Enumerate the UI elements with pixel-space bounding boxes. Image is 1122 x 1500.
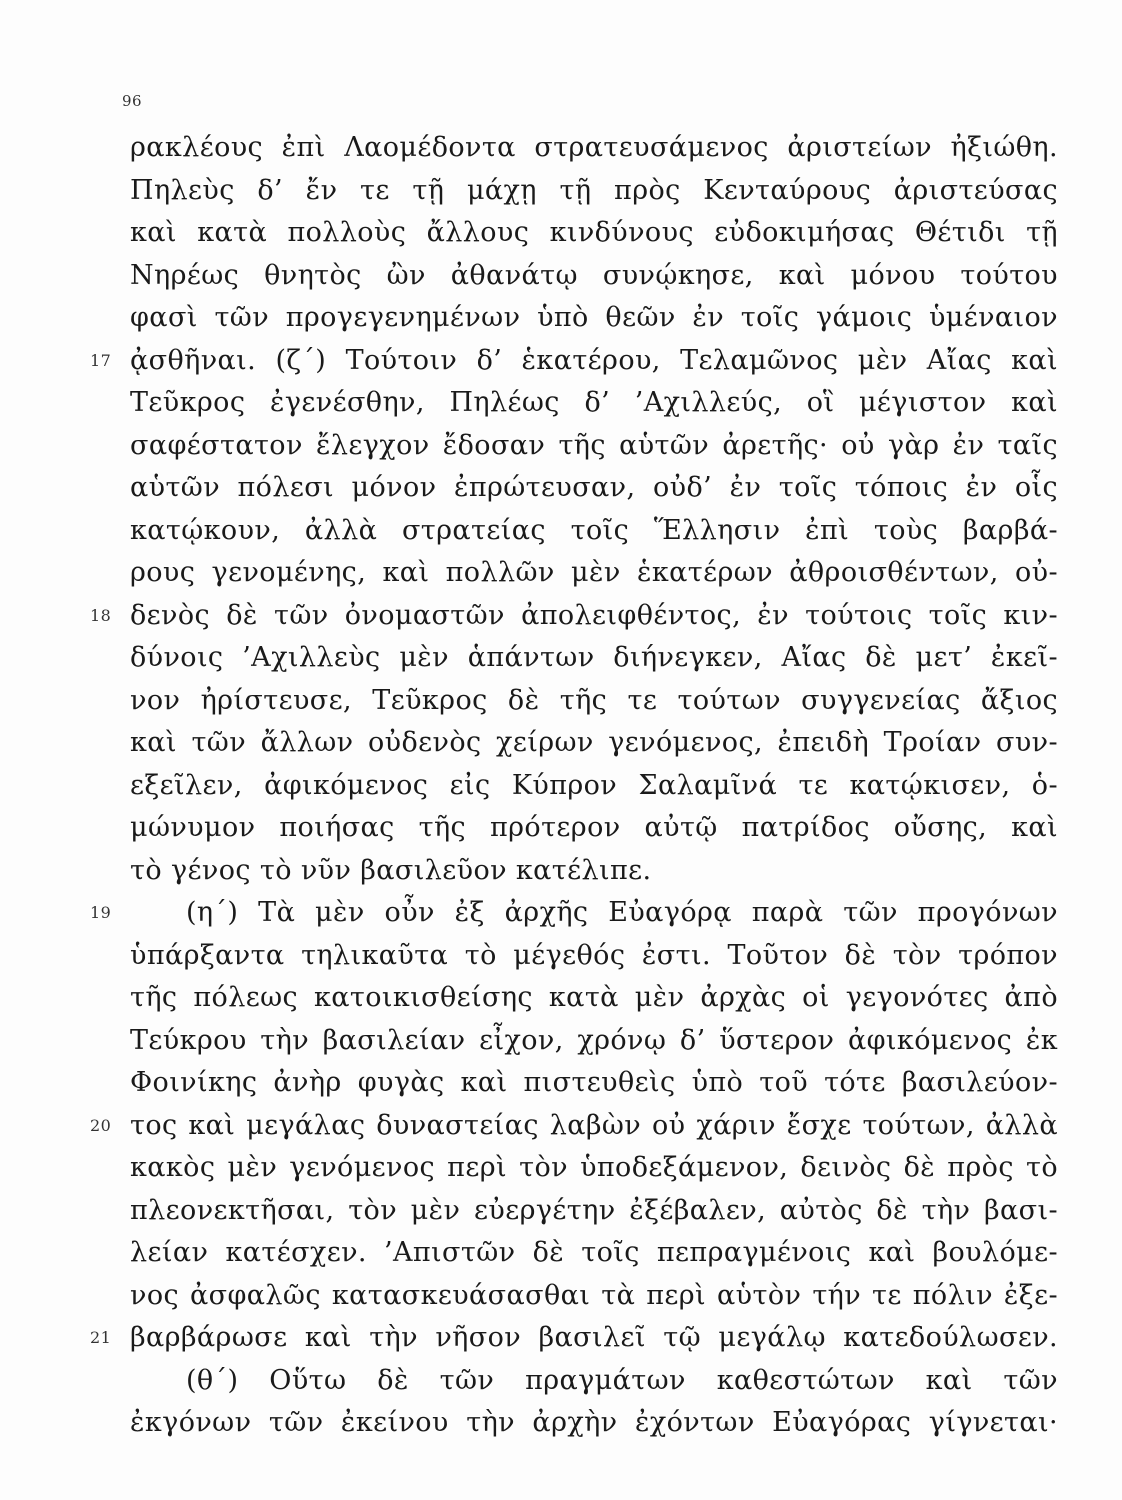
text-line	[130, 637, 1058, 680]
line-text: ρους γενομένης, καὶ πολλῶν μὲν ἑκατέρων ἀθροισθέντων, οὐ-	[130, 557, 1058, 588]
line-text: καὶ τῶν ἄλλων οὐδενὸς χείρων γενόμενος, ἐπειδὴ Τροίαν συν-	[130, 727, 1058, 758]
line-text: ᾀσθῆναι. (ζ΄) Τούτοιν δ’ ἑκατέρου, Τελαμῶνος μὲν Αἴας καὶ	[130, 344, 1058, 376]
line-text: τὸ γένος τὸ νῦν βασιλεῦον κατέλιπε.	[130, 854, 652, 886]
text-line	[90, 1317, 1058, 1360]
text-line	[130, 467, 1058, 510]
line-text: ὑπάρξαντα τηλικαῦτα τὸ μέγεθός ἐστι. Τοῦτον δὲ τὸν τρόπον	[130, 939, 1058, 971]
line-text: φασὶ τῶν προγεγενημένων ὑπὸ θεῶν ἐν τοῖς γάμοις ὑμέναιον	[130, 302, 1058, 333]
text-line	[130, 382, 1058, 425]
line-text: λείαν κατέσχεν. ’Απιστῶν δὲ τοῖς πεπραγμένοις καὶ βουλόμε-	[130, 1237, 1058, 1268]
line-text: τος καὶ μεγάλας δυναστείας λαβὼν οὐ χάριν ἔσχε τούτων, ἀλλὰ	[130, 1109, 1058, 1141]
section-number: 20	[90, 1115, 112, 1135]
page-number: 96	[122, 92, 143, 110]
text-line	[130, 1232, 1058, 1275]
line-text: Τεύκρου τὴν βασιλείαν εἶχον, χρόνῳ δ’ ὕστερον ἀφικόμενος ἐκ	[130, 1024, 1058, 1056]
line-text: (η΄) Τὰ μὲν οὖν ἐξ ἀρχῆς Εὐαγόρᾳ παρὰ τῶν προγόνων	[186, 897, 1058, 928]
line-text: Νηρέως θνητὸς ὢν ἀθανάτῳ συνῴκησε, καὶ μόνου τούτου	[130, 259, 1058, 291]
line-text: πλεονεκτῆσαι, τὸν μὲν εὐεργέτην ἐξέβαλεν, αὐτὸς δὲ τὴν βασι-	[130, 1194, 1058, 1226]
line-text: σαφέστατον ἔλεγχον ἔδοσαν τῆς αὑτῶν ἀρετῆς· οὐ γὰρ ἐν ταῖς	[130, 429, 1058, 461]
text-line	[130, 127, 1058, 170]
text-line	[90, 892, 1058, 935]
text-line	[130, 255, 1058, 298]
text-line	[90, 1105, 1058, 1148]
text-line	[130, 425, 1058, 468]
text-line	[130, 212, 1058, 255]
text-line	[90, 595, 1058, 638]
line-text: Φοινίκης ἀνὴρ φυγὰς καὶ πιστευθεὶς ὑπὸ τοῦ τότε βασιλεύον-	[130, 1067, 1058, 1098]
section-number: 17	[90, 350, 112, 370]
section-number: 21	[90, 1328, 112, 1347]
line-text: (θ΄) Οὕτω δὲ τῶν πραγμάτων καθεστώτων καὶ τῶν	[186, 1364, 1058, 1396]
text-line	[130, 1190, 1058, 1233]
line-text: δενὸς δὲ τῶν ὀνομαστῶν ἀπολειφθέντος, ἐν τούτοις τοῖς κιν-	[130, 599, 1058, 631]
line-text: αὑτῶν πόλεσι μόνον ἐπρώτευσαν, οὐδ’ ἐν τοῖς τόποις ἐν οἷς	[130, 472, 1058, 503]
text-body	[90, 127, 1058, 1445]
text-line	[130, 297, 1058, 340]
text-line	[130, 807, 1058, 850]
text-line	[130, 1147, 1058, 1190]
line-text: τῆς πόλεως κατοικισθείσης κατὰ μὲν ἀρχὰς οἱ γεγονότες ἀπὸ	[130, 982, 1058, 1013]
line-text: ρακλέους ἐπὶ Λαομέδοντα στρατευσάμενος ἀριστείων ἠξιώθη.	[130, 132, 1058, 163]
text-line	[130, 1020, 1058, 1063]
text-line	[130, 1275, 1058, 1318]
line-text: ἐκγόνων τῶν ἐκείνου τὴν ἀρχὴν ἐχόντων Εὐαγόρας γίγνεται·	[130, 1407, 1058, 1438]
line-text: δύνοις ’Αχιλλεὺς μὲν ἁπάντων διήνεγκεν, Αἴας δὲ μετ’ ἐκεῖ-	[130, 642, 1058, 673]
line-text: Πηλεὺς δ’ ἔν τε τῇ μάχῃ τῇ πρὸς Κενταύρους ἀριστεύσας	[130, 174, 1058, 206]
line-text: Τεῦκρος ἐγενέσθην, Πηλέως δ’ ’Αχιλλεύς, οἳ μέγιστον καὶ	[130, 387, 1058, 418]
text-line	[130, 510, 1058, 553]
text-line	[130, 1402, 1058, 1445]
line-text: κακὸς μὲν γενόμενος περὶ τὸν ὑποδεξάμενον, δεινὸς δὲ πρὸς τὸ	[130, 1152, 1058, 1183]
line-text: βαρβάρωσε καὶ τὴν νῆσον βασιλεῖ τῷ μεγάλῳ κατεδούλωσεν.	[130, 1322, 1058, 1353]
text-line	[130, 1360, 1058, 1403]
text-line	[130, 1062, 1058, 1105]
line-text: νος ἀσφαλῶς κατασκευάσασθαι τὰ περὶ αὑτὸν τήν τε πόλιν ἐξε-	[130, 1279, 1058, 1311]
text-line	[90, 340, 1058, 383]
text-line	[130, 170, 1058, 213]
text-line	[130, 850, 1058, 893]
text-line	[130, 765, 1058, 808]
line-text: κατῴκουν, ἀλλὰ στρατείας τοῖς Ἕλλησιν ἐπὶ τοὺς βαρβά-	[130, 514, 1058, 546]
section-number: 19	[90, 903, 112, 922]
line-text: νον ἠρίστευσε, Τεῦκρος δὲ τῆς τε τούτων συγγενείας ἄξιος	[130, 684, 1058, 716]
text-line	[130, 935, 1058, 978]
text-line	[130, 552, 1058, 595]
section-number: 18	[90, 605, 112, 625]
line-text: εξεῖλεν, ἀφικόμενος εἰς Κύπρον Σαλαμῖνά τε κατῴκισεν, ὁ-	[130, 769, 1058, 801]
text-line	[130, 680, 1058, 723]
line-text: καὶ κατὰ πολλοὺς ἄλλους κινδύνους εὐδοκιμήσας Θέτιδι τῇ	[130, 217, 1058, 248]
text-line	[130, 977, 1058, 1020]
text-line	[130, 722, 1058, 765]
line-text: μώνυμον ποιήσας τῆς πρότερον αὐτῷ πατρίδος οὔσης, καὶ	[130, 812, 1058, 843]
